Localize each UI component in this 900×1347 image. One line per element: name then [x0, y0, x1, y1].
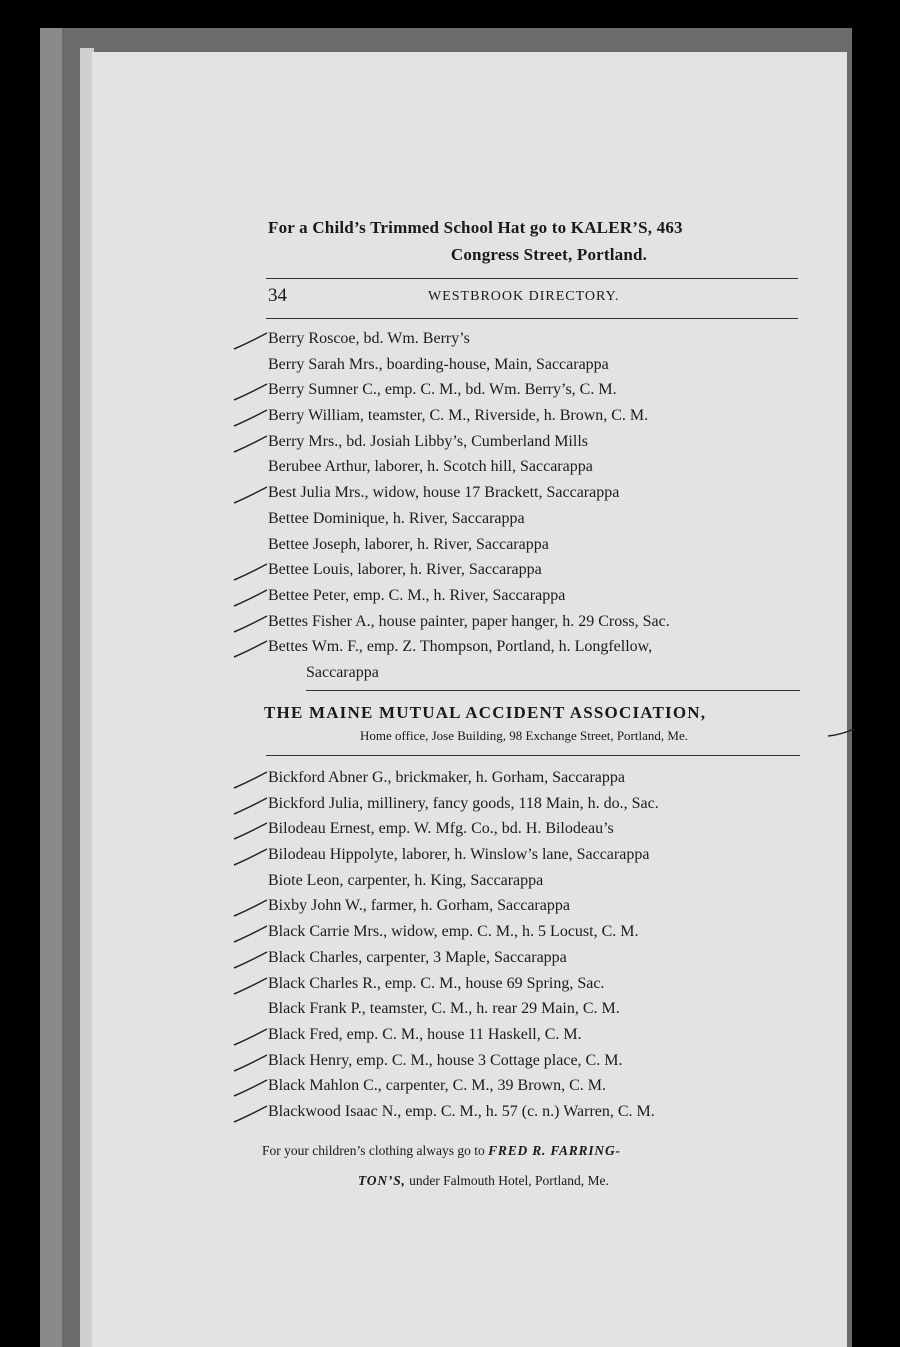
- header-rule-bottom: [266, 318, 798, 319]
- directory-entry: [268, 403, 808, 429]
- check-mark-icon: [230, 407, 270, 429]
- directory-entry: [268, 791, 808, 817]
- top-ad-line-2: Congress Street, Portland.: [450, 245, 648, 264]
- ad-rule-bottom: [266, 755, 800, 756]
- directory-entry: [268, 765, 808, 791]
- entry-text: Berry Sarah Mrs., boarding-house, Main, Saccarappa: [268, 355, 609, 373]
- entry-text: Bettee Peter, emp. C. M., h. River, Saccarappa: [268, 586, 566, 604]
- entry-text: Berry Roscoe, bd. Wm. Berry’s: [268, 330, 470, 347]
- ad-rule-top: [306, 690, 800, 691]
- bottom-ad-name-part-2: TON’S,: [358, 1173, 406, 1188]
- directory-entry: [268, 660, 808, 686]
- directory-entry: [268, 996, 808, 1022]
- directory-entry: [268, 557, 808, 583]
- check-mark-icon: [230, 484, 270, 506]
- directory-entry: [268, 919, 808, 945]
- bottom-ad-name-part-1: FRED R. FARRING-: [488, 1143, 621, 1158]
- check-mark-icon: [230, 846, 270, 868]
- directory-entry: [268, 893, 808, 919]
- directory-entry: [268, 868, 808, 894]
- entry-text: Bixby John W., farmer, h. Gorham, Saccarappa: [268, 897, 570, 915]
- check-mark-icon: [230, 769, 270, 791]
- middle-advertisement: [264, 700, 804, 746]
- check-mark-icon: [230, 587, 270, 609]
- book-spine-edge: [40, 28, 62, 1347]
- entry-text: Black Frank P., teamster, C. M., h. rear 29 Main, C. M.: [268, 1000, 620, 1018]
- entry-text: Bettes Fisher A., house painter, paper hanger, h. 29 Cross, Sac.: [268, 612, 670, 630]
- header-rule-top: [266, 278, 798, 279]
- entry-text: Berry William, teamster, C. M., Riverside, h. Brown, C. M.: [268, 407, 649, 425]
- directory-entry: [268, 609, 808, 635]
- check-mark-icon: [230, 923, 270, 945]
- entry-text: Bettes Wm. F., emp. Z. Thompson, Portland, h. Longfellow,: [268, 638, 653, 656]
- directory-entry: [268, 583, 808, 609]
- directory-entry: [268, 634, 808, 660]
- bottom-advertisement: [262, 1136, 802, 1196]
- directory-entry: [268, 506, 808, 532]
- check-mark-icon: [230, 1077, 270, 1099]
- directory-entry: [268, 1022, 808, 1048]
- directory-entry: [268, 429, 808, 455]
- directory-entry: [268, 377, 808, 403]
- check-mark-icon: [230, 330, 270, 352]
- entry-text: Bilodeau Hippolyte, laborer, h. Winslow’s lane, Saccarappa: [268, 846, 650, 864]
- entry-text: Berry Mrs., bd. Josiah Libby’s, Cumberland Mills: [268, 432, 588, 450]
- check-mark-icon: [230, 795, 270, 817]
- entry-text: Black Henry, emp. C. M., house 3 Cottage place, C. M.: [268, 1051, 623, 1069]
- mid-ad-subtitle: Home office, Jose Building, 98 Exchange Street, Portland, Me.: [360, 728, 688, 743]
- entry-text: Bettee Louis, laborer, h. River, Saccarappa: [268, 561, 542, 579]
- entry-text: Best Julia Mrs., widow, house 17 Brackett, Saccarappa: [268, 484, 620, 502]
- entry-text: Biote Leon, carpenter, h. King, Saccarappa: [268, 871, 544, 889]
- bottom-ad-line-2: [262, 1166, 802, 1196]
- check-mark-icon: [230, 433, 270, 455]
- check-mark-icon: [230, 381, 270, 403]
- check-mark-icon: [230, 897, 270, 919]
- top-advertisement: [268, 214, 810, 268]
- entries-group-1: [268, 326, 808, 686]
- directory-entry: [268, 842, 808, 868]
- directory-entry: [268, 945, 808, 971]
- directory-entry: [268, 816, 808, 842]
- entry-text: Blackwood Isaac N., emp. C. M., h. 57 (c. n.) Warren, C. M.: [268, 1102, 655, 1120]
- entry-text: Black Fred, emp. C. M., house 11 Haskell, C. M.: [268, 1025, 582, 1043]
- directory-entry: [268, 971, 808, 997]
- check-mark-icon: [230, 1026, 270, 1048]
- directory-entry: [268, 1048, 808, 1074]
- bottom-ad-prefix: For your children’s clothing always go to: [262, 1143, 489, 1158]
- entry-text: Bettee Dominique, h. River, Saccarappa: [268, 509, 525, 527]
- entry-text: Bilodeau Ernest, emp. W. Mfg. Co., bd. H. Bilodeau’s: [268, 820, 614, 838]
- check-mark-icon: [230, 613, 270, 635]
- bottom-ad-line-1: [262, 1143, 621, 1158]
- check-mark-icon: [230, 1052, 270, 1074]
- entry-text: Black Carrie Mrs., widow, emp. C. M., h. 5 Locust, C. M.: [268, 923, 639, 941]
- mid-ad-title: THE MAINE MUTUAL ACCIDENT ASSOCIATION,: [264, 703, 707, 722]
- page-header: [268, 285, 798, 311]
- entry-text: Black Charles R., emp. C. M., house 69 Spring, Sac.: [268, 974, 605, 992]
- check-mark-icon: [230, 975, 270, 997]
- margin-dash-mark: [826, 726, 856, 740]
- entry-text: Berubee Arthur, laborer, h. Scotch hill, Saccarappa: [268, 458, 593, 476]
- entry-text: Bickford Julia, millinery, fancy goods, 118 Main, h. do., Sac.: [268, 794, 659, 812]
- entry-text: Black Mahlon C., carpenter, C. M., 39 Brown, C. M.: [268, 1077, 606, 1095]
- directory-entry: [268, 326, 808, 352]
- entries-group-2: [268, 765, 808, 1125]
- entry-text: Black Charles, carpenter, 3 Maple, Saccarappa: [268, 948, 567, 966]
- directory-entry: [268, 1073, 808, 1099]
- check-mark-icon: [230, 638, 270, 660]
- check-mark-icon: [230, 820, 270, 842]
- directory-entry: [268, 1099, 808, 1125]
- directory-entry: [268, 352, 808, 378]
- check-mark-icon: [230, 561, 270, 583]
- top-ad-line-1: For a Child’s Trimmed School Hat go to KALER’S, 463: [268, 218, 683, 237]
- directory-entry: [268, 480, 808, 506]
- entry-text: Bickford Abner G., brickmaker, h. Gorham, Saccarappa: [268, 769, 626, 786]
- running-head: WESTBROOK DIRECTORY.: [428, 289, 620, 304]
- check-mark-icon: [230, 949, 270, 971]
- entry-text: Saccarappa: [306, 663, 379, 681]
- directory-entry: [268, 454, 808, 480]
- bottom-ad-suffix: under Falmouth Hotel, Portland, Me.: [405, 1173, 609, 1188]
- directory-entry: [268, 532, 808, 558]
- entry-text: Berry Sumner C., emp. C. M., bd. Wm. Berry’s, C. M.: [268, 381, 617, 399]
- entry-text: Bettee Joseph, laborer, h. River, Saccarappa: [268, 535, 549, 553]
- check-mark-icon: [230, 1103, 270, 1125]
- page-number: 34: [268, 285, 287, 306]
